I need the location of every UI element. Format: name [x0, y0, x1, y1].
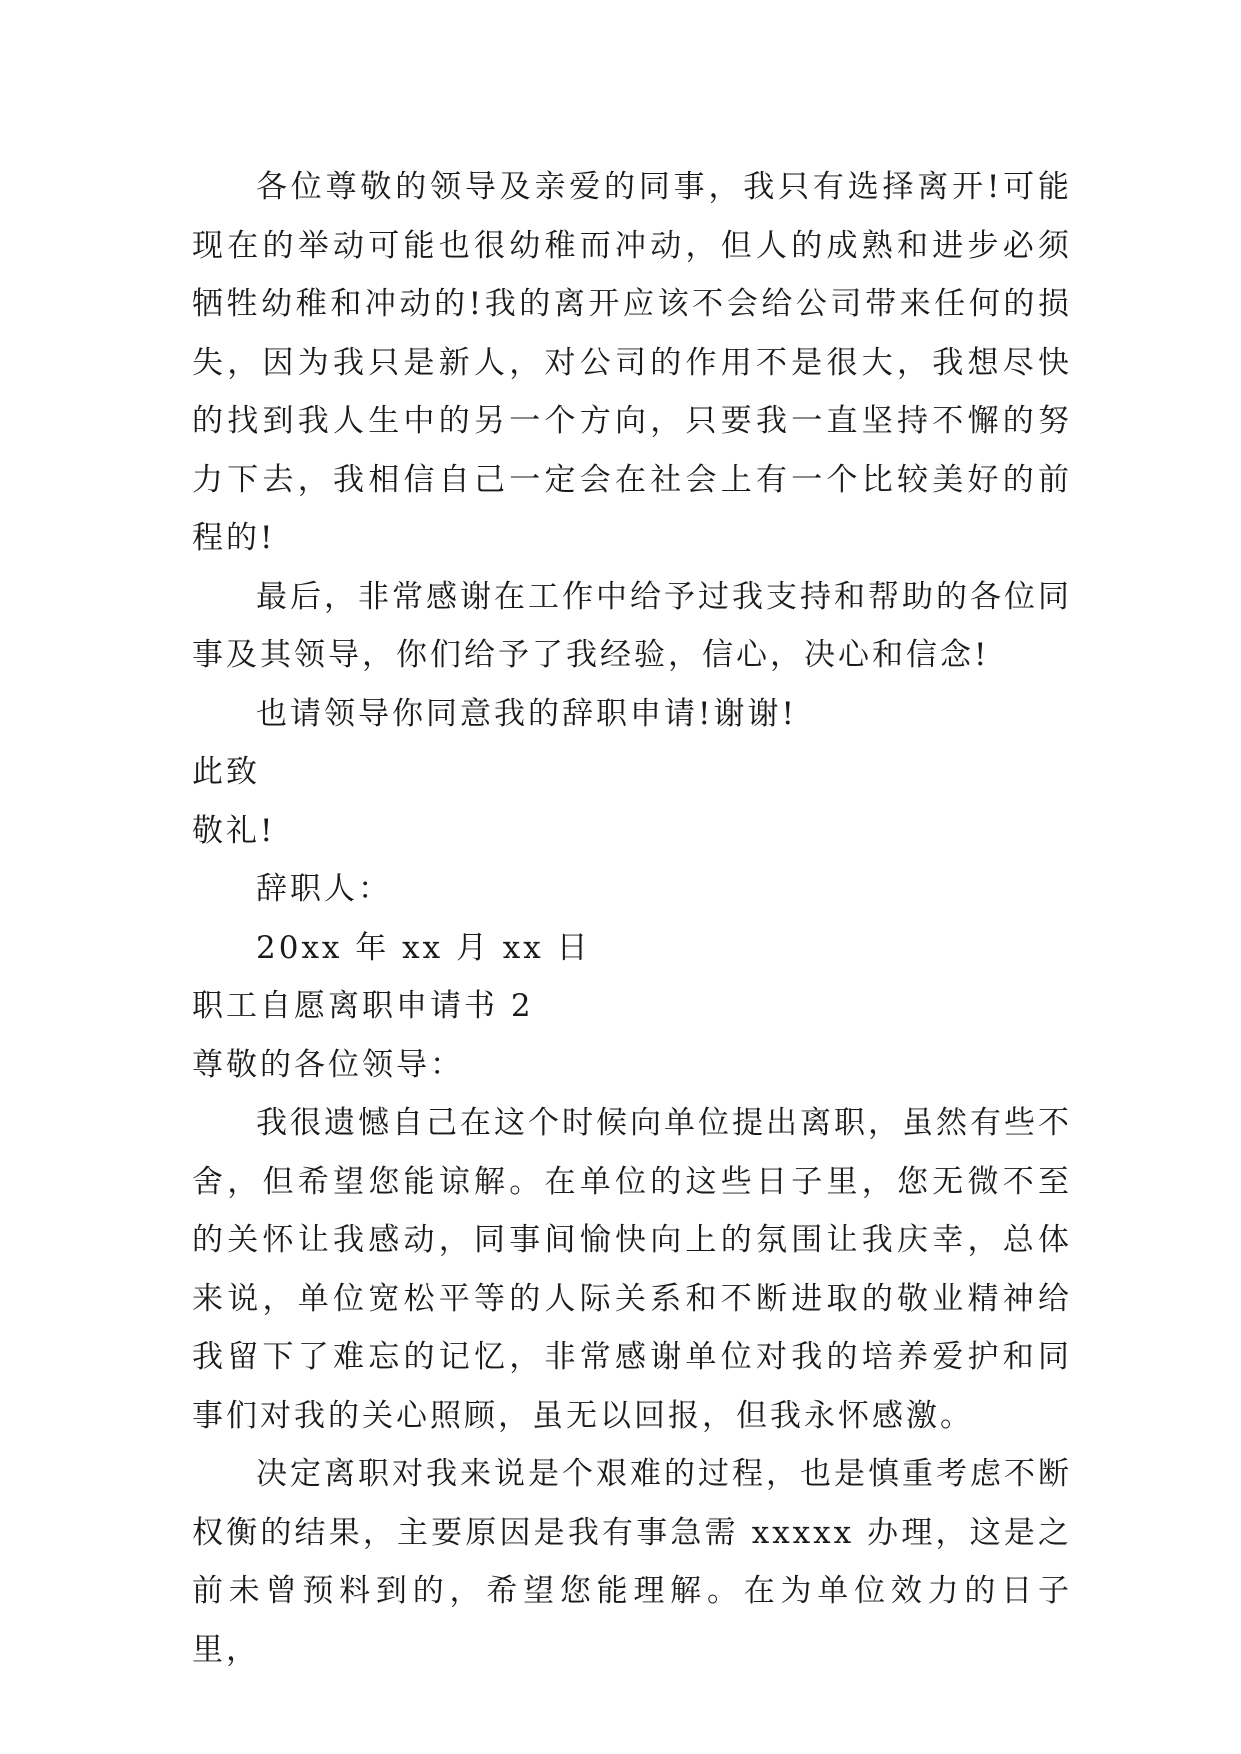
- letter-greeting: 尊敬的各位领导：: [192, 1046, 464, 1083]
- paragraph-reason: 决定离职对我来说是个艰难的过程，也是慎重考虑不断权衡的结果，主要原因是我有事急需 xxxxx 办理，这是之前未曾预料到的，希望您能理解。在为单位效力的日子里，: [192, 1456, 1072, 1668]
- document-body: [192, 158, 1072, 1679]
- closing-regards: 敬礼!: [192, 812, 276, 849]
- signature-date: 20xx 年 xx 月 xx 日: [256, 929, 591, 966]
- paragraph-farewell: 各位尊敬的领导及亲爱的同事，我只有选择离开!可能现在的举动可能也很幼稚而冲动，但人的成熟和进步必须牺牲幼稚和冲动的!我的离开应该不会给公司带来任何的损失，因为我只是新人，对公司的作用不是很大，我想尽快的找到我人生中的另一个方向，只要我一直坚持不懈的努力下去，我相信自己一定会在社会上有一个比较美好的前程的!: [192, 169, 1072, 556]
- paragraph-request: 也请领导你同意我的辞职申请!谢谢!: [256, 695, 797, 732]
- closing-salutation: 此致: [192, 754, 260, 790]
- paragraph-thanks: 最后，非常感谢在工作中给予过我支持和帮助的各位同事及其领导，你们给予了我经验，信心，决心和信念!: [192, 578, 1072, 673]
- signature-label: 辞职人：: [256, 871, 392, 907]
- paragraph-regret: 我很遗憾自己在这个时候向单位提出离职，虽然有些不舍，但希望您能谅解。在单位的这些日子里，您无微不至的关怀让我感动，同事间愉快向上的氛围让我庆幸，总体来说，单位宽松平等的人际关系和不断进取的敬业精神给我留下了难忘的记忆，非常感谢单位对我的培养爱护和同事们对我的关心照顾，虽无以回报，但我永怀感激。: [192, 1105, 1072, 1434]
- section-title: 职工自愿离职申请书 2: [192, 988, 534, 1024]
